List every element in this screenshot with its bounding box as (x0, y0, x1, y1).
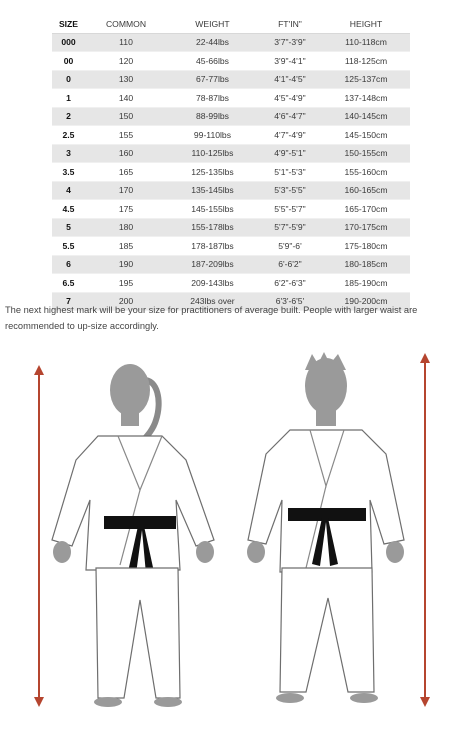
cell-size: 0 (52, 70, 85, 89)
female-figure (52, 364, 214, 707)
cell-common: 170 (85, 181, 167, 200)
header-height: HEIGHT (322, 15, 410, 33)
table-row (52, 89, 410, 108)
cell-ft-in: 4'7"-4'9" (258, 126, 322, 145)
cell-height: 110-118cm (322, 33, 410, 52)
table-row (52, 274, 410, 293)
header-ft-in: FT'IN" (258, 15, 322, 33)
cell-size: 7 (52, 292, 85, 311)
cell-common: 200 (85, 292, 167, 311)
cell-weight: 125-135lbs (167, 163, 258, 182)
cell-common: 120 (85, 52, 167, 71)
table-row (52, 33, 410, 52)
cell-ft-in: 6'2"-6'3" (258, 274, 322, 293)
cell-size: 2.5 (52, 126, 85, 145)
size-table (52, 15, 410, 311)
cell-size: 5.5 (52, 237, 85, 256)
header-weight: WEIGHT (167, 15, 258, 33)
cell-common: 130 (85, 70, 167, 89)
cell-height: 160-165cm (322, 181, 410, 200)
table-row (52, 181, 410, 200)
table-row (52, 126, 410, 145)
cell-common: 195 (85, 274, 167, 293)
size-note: The next highest mark will be your size for practitioners of average built. People with larger waist are recommended to up-size accordingly. (5, 305, 418, 331)
cell-weight: 110-125lbs (167, 144, 258, 163)
cell-size: 4 (52, 181, 85, 200)
male-figure (247, 352, 404, 703)
size-chart (52, 15, 410, 311)
cell-weight: 209-143lbs (167, 274, 258, 293)
cell-weight: 78-87lbs (167, 89, 258, 108)
table-row (52, 70, 410, 89)
header-common: COMMON (85, 15, 167, 33)
cell-size: 1 (52, 89, 85, 108)
table-row (52, 144, 410, 163)
cell-common: 140 (85, 89, 167, 108)
cell-ft-in: 5'7"-5'9" (258, 218, 322, 237)
cell-ft-in: 5'5"-5'7" (258, 200, 322, 219)
cell-ft-in: 4'5"-4'9" (258, 89, 322, 108)
cell-weight: 243lbs over (167, 292, 258, 311)
cell-common: 175 (85, 200, 167, 219)
cell-weight: 155-178lbs (167, 218, 258, 237)
table-header-row (52, 15, 410, 33)
cell-ft-in: 4'9"-5'1" (258, 144, 322, 163)
cell-height: 165-170cm (322, 200, 410, 219)
cell-height: 145-150cm (322, 126, 410, 145)
cell-height: 137-148cm (322, 89, 410, 108)
cell-height: 170-175cm (322, 218, 410, 237)
cell-ft-in: 3'7"-3'9" (258, 33, 322, 52)
cell-ft-in: 6'3'-6'5' (258, 292, 322, 311)
cell-weight: 45-66lbs (167, 52, 258, 71)
cell-ft-in: 3'9"-4'1" (258, 52, 322, 71)
cell-ft-in: 4'1"-4'5" (258, 70, 322, 89)
table-row (52, 237, 410, 256)
cell-height: 185-190cm (322, 274, 410, 293)
cell-common: 165 (85, 163, 167, 182)
cell-common: 180 (85, 218, 167, 237)
table-row (52, 107, 410, 126)
cell-ft-in: 6'-6'2" (258, 255, 322, 274)
table-row (52, 218, 410, 237)
cell-weight: 88-99lbs (167, 107, 258, 126)
cell-height: 150-155cm (322, 144, 410, 163)
cell-weight: 99-110lbs (167, 126, 258, 145)
cell-height: 190-200cm (322, 292, 410, 311)
cell-size: 6.5 (52, 274, 85, 293)
cell-common: 160 (85, 144, 167, 163)
cell-common: 150 (85, 107, 167, 126)
table-row (52, 52, 410, 71)
cell-size: 4.5 (52, 200, 85, 219)
table-row (52, 163, 410, 182)
cell-weight: 67-77lbs (167, 70, 258, 89)
cell-size: 5 (52, 218, 85, 237)
table-row (52, 255, 410, 274)
cell-size: 3 (52, 144, 85, 163)
header-size: SIZE (52, 15, 85, 33)
cell-common: 155 (85, 126, 167, 145)
cell-ft-in: 5'3"-5'5" (258, 181, 322, 200)
cell-ft-in: 4'6"-4'7" (258, 107, 322, 126)
cell-height: 118-125cm (322, 52, 410, 71)
cell-ft-in: 5'1"-5'3" (258, 163, 322, 182)
cell-common: 185 (85, 237, 167, 256)
cell-common: 190 (85, 255, 167, 274)
cell-weight: 187-209lbs (167, 255, 258, 274)
table-row (52, 200, 410, 219)
cell-ft-in: 5'9"-6' (258, 237, 322, 256)
cell-size: 2 (52, 107, 85, 126)
cell-height: 180-185cm (322, 255, 410, 274)
cell-size: 6 (52, 255, 85, 274)
cell-common: 110 (85, 33, 167, 52)
cell-weight: 22-44lbs (167, 33, 258, 52)
cell-size: 00 (52, 52, 85, 71)
cell-height: 140-145cm (322, 107, 410, 126)
cell-size: 000 (52, 33, 85, 52)
cell-weight: 178-187lbs (167, 237, 258, 256)
cell-weight: 135-145lbs (167, 181, 258, 200)
cell-size: 3.5 (52, 163, 85, 182)
cell-height: 125-137cm (322, 70, 410, 89)
gi-figures-illustration (0, 350, 460, 733)
cell-height: 175-180cm (322, 237, 410, 256)
cell-height: 155-160cm (322, 163, 410, 182)
cell-weight: 145-155lbs (167, 200, 258, 219)
